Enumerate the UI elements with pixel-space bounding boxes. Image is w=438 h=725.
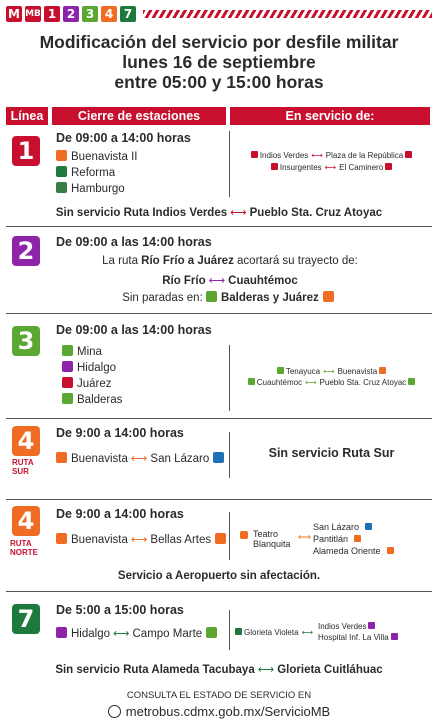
teatro-icon: [240, 531, 248, 539]
line-4-norte-sub1: RUTA: [10, 539, 32, 548]
line-7-icon: 7: [120, 6, 136, 22]
line-2-time: De 09:00 a las 14:00 horas: [56, 235, 212, 249]
line-4-sur-sub1: RUTA: [12, 458, 34, 467]
line-3-station: Juárez: [62, 377, 112, 390]
footer-url-row[interactable]: [0, 704, 438, 719]
line-4-norte-badge: 4: [12, 506, 40, 536]
line-2-route: Río Frío ⟷ Cuauhtémoc: [162, 273, 298, 287]
line-4-sur-badge: 4: [12, 426, 40, 456]
line-4-sur-service: Sin servicio Ruta Sur: [268, 446, 395, 460]
line-4-norte-teatro2: Blanquita: [253, 539, 291, 549]
divider: [229, 432, 230, 478]
line-7-time: De 5:00 a 15:00 horas: [56, 603, 184, 617]
divider: [229, 131, 230, 197]
header-linea: Línea: [6, 107, 48, 125]
header-cierre: Cierre de estaciones: [52, 107, 226, 125]
line-7-route: Hidalgo ⟷ Campo Marte: [56, 626, 221, 640]
header-servicio: En servicio de:: [230, 107, 430, 125]
page-title-line3: entre 05:00 y 15:00 horas: [114, 72, 324, 92]
separator: [6, 591, 432, 592]
decorative-stripes: [143, 10, 432, 18]
line-7-route-to2: Hospital Inf. La Villa: [318, 633, 400, 642]
line-4-icon: 4: [101, 6, 117, 22]
line-1-station: Hamburgo: [56, 182, 125, 195]
line-4-sur-sub2: SUR: [12, 467, 29, 476]
line-3-station: Mina: [62, 345, 102, 358]
page-title-line1: Modificación del servicio por desfile militar: [39, 32, 399, 52]
line-4-norte-dest: San Lázaro: [313, 522, 374, 532]
line-1-note: Sin servicio Ruta Indios Verdes ⟷ Pueblo Sta. Cruz Atoyac: [55, 205, 383, 219]
line-4-norte-route: Buenavista ⟷ Bellas Artes: [56, 532, 230, 546]
globe-icon: [108, 705, 121, 718]
station-icon: [56, 182, 67, 193]
top-bar: [6, 5, 432, 23]
line-4-norte-dest: Alameda Oriente: [313, 546, 396, 556]
line-2-stops: Sin paradas en: Balderas y Juárez: [60, 291, 400, 304]
line-1-badge: 1: [12, 136, 40, 166]
divider: [229, 345, 230, 411]
separator: [6, 226, 432, 227]
line-2-icon: 2: [63, 6, 79, 22]
line-4-norte-dest: Pantitlán: [313, 534, 363, 544]
station-icon: [56, 150, 67, 161]
line-1-station: Buenavista II: [56, 150, 137, 163]
line-7-note: Sin servicio Ruta Alameda Tacubaya ⟷ Glorieta Cuitláhuac: [55, 662, 383, 676]
line-1-route-a: Indios Verdes ⟷ Plaza de la República: [233, 151, 430, 160]
line-4-sur-time: De 9:00 a 14:00 horas: [56, 426, 184, 440]
line-4-norte-time: De 9:00 a 14:00 horas: [56, 507, 184, 521]
metrobus-logo-icon: MB: [25, 6, 41, 22]
page-title-line2: lunes 16 de septiembre: [122, 52, 316, 72]
line-3-route-b: Cuauhtémoc ⟷ Pueblo Sta. Cruz Atoyac: [233, 378, 430, 387]
line-4-sur-route: Buenavista ⟷ San Lázaro: [56, 451, 228, 465]
separator: [6, 499, 432, 500]
line-2-text: La ruta Río Frío a Juárez acortará su trayecto de:: [102, 255, 358, 267]
footer-url[interactable]: metrobus.cdmx.gob.mx/ServicioMB: [125, 704, 331, 719]
separator: [6, 418, 432, 419]
line-7-route-from: Glorieta Violeta ⟷: [233, 628, 316, 637]
line-3-station: Balderas: [62, 393, 122, 406]
line-3-badge: 3: [12, 326, 40, 356]
line-3-time: De 09:00 a las 14:00 horas: [56, 323, 212, 337]
line-3-station: Hidalgo: [62, 361, 116, 374]
line-1-station: Reforma: [56, 166, 115, 179]
line-1-route-b: Insurgentes ⟷ El Caminero: [233, 163, 430, 172]
separator: [6, 313, 432, 314]
line-3-icon: 3: [82, 6, 98, 22]
line-3-route-a: Tenayuca ⟷ Buenavista: [233, 367, 430, 376]
line-4-norte-note: Servicio a Aeropuerto sin afectación.: [117, 570, 321, 582]
line-7-badge: 7: [12, 604, 40, 634]
divider: [229, 512, 230, 560]
station-icon: [56, 166, 67, 177]
line-2-badge: 2: [12, 236, 40, 266]
line-1-time: De 09:00 a 14:00 horas: [56, 131, 191, 145]
metro-logo-icon: M: [6, 6, 22, 22]
line-1-icon: 1: [44, 6, 60, 22]
footer-consulta: CONSULTA EL ESTADO DE SERVICIO EN: [126, 690, 312, 701]
divider: [229, 610, 230, 650]
line-4-norte-sub2: NORTE: [10, 548, 38, 557]
line-7-route-to1: Indios Verdes: [318, 622, 377, 631]
line-4-norte-arrow: ⟷: [298, 532, 311, 542]
line-4-norte-teatro1: Teatro: [253, 529, 279, 539]
